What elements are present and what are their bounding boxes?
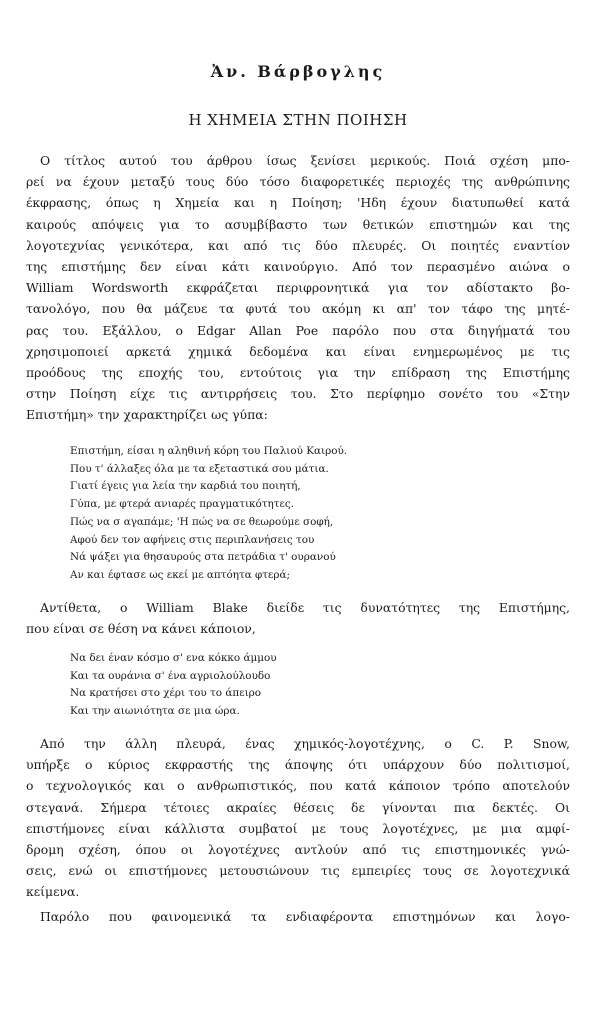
text-line: υπήρξε ο κύριος εκφραστής της άποψης ότι υπάρχουν δύο πολιτισμοί, [26, 757, 570, 773]
text-line: Αντίθετα, ο William Blake διείδε τις δυνατότητες της Επιστήμης, [40, 600, 570, 615]
text-line: Παρόλο που φαινομενικά τα ενδιαφέροντα επιστημόνων και λογο- [40, 909, 570, 924]
text-line: στην Ποίηση είχε τις αντιρρήσεις του. Στο περίφημο σονέτο του «Στην [26, 386, 570, 402]
paragraph-blake [26, 597, 570, 639]
verse-line: Και τα ουράνια σ' ένα αγριολούλουδο [70, 669, 271, 682]
verse-line: Γιατί έγεις για λεία την καρδιά του ποιητή, [70, 480, 301, 493]
text-line: Ο τίτλος αυτού του άρθρου ίσως ξενίσει μερικούς. Ποιά σχέση μπο- [40, 153, 570, 168]
text-line: σεις, ενώ οι επιστήμονες μετουσιώνουν τις εμπειρίες τους σε λογοτεχνικά [26, 863, 570, 879]
verse-line: Αφού δεν τον αφήνεις στις περιπλανήσεις του [70, 533, 315, 546]
text-line: ρας του. Εξάλλου, ο Edgar Allan Poe παρόλο που στα διηγήματά του [26, 322, 570, 338]
text-line: επιστήμονες είναι κάλλιστα συμβατοί με τους λογοτέχνες, με μια αμφί- [26, 820, 570, 836]
text-line: έκφρασης, όπως η Χημεία και η Ποίηση; 'Ηδη έχουν διατυπωθεί κατά [26, 195, 570, 211]
paragraph-snow [26, 733, 570, 903]
text-line: χρησιμοποιεί αρκετά χημικά δεδομένα και είναι ενημερωμένος με τις [26, 343, 570, 359]
verse-line: Να κρατήσει στο χέρι του το άπειρο [70, 687, 262, 700]
verse-line: Και την αιωνιότητα σε μια ώρα. [70, 705, 240, 718]
verse-line: Επιστήμη, είσαι η αληθινή κόρη του Παλιού Καιρού. [70, 445, 348, 457]
text-line: κείμενα. [26, 884, 80, 900]
paragraph-intro [26, 150, 570, 426]
text-line: William Wordsworth εκφράζεται περιφρονητικά για τον αδίστακτο βο- [26, 280, 570, 296]
verse-line: Που τ' άλλαξες όλα με τα εξεταστικά σου μάτια. [70, 462, 329, 475]
paragraph-closing [26, 906, 570, 927]
text-line: καιρούς απόψεις για το ασυμβίβαστο των θετικών επιστημών και της [26, 216, 570, 232]
article-title: Η ΧΗΜΕΙΑ ΣΤΗΝ ΠΟΙΗΣΗ [188, 111, 408, 129]
verse-line: Αν και έφτασε ως εκεί με απτόητα φτερά; [70, 568, 291, 581]
text-line: στεγανά. Σήμερα τέτοιες ακραίες θέσεις δε γίνονται πια δεκτές. Οι [26, 799, 570, 815]
text-line: που είναι σε θέση να κάνει κάποιον, [26, 621, 256, 637]
verse-line: Πώς να σ αγαπάμε; 'Η πώς να σε θεωρούμε σοφή, [70, 515, 334, 528]
text-line: τανολόγο, που θα μάζευε τα φυτά του ακόμη κι απ' τον τάφο της μητέ- [26, 301, 570, 317]
text-line: Από την άλλη πλευρά, ένας χημικός-λογοτέχνης, ο C. P. Snow, [40, 736, 570, 751]
verse-line: Γύπα, με φτερά ανιαρές πραγματικότητες. [70, 498, 295, 511]
verse-poe [70, 443, 530, 585]
text-line: ο τεχνολογικός και ο ανθρωπιστικός, που κατά κάποιον τρόπο αποτελούν [26, 778, 570, 794]
text-line: της επιστήμης δεν είναι κάτι καινούργιο. Από τον περασμένο αιώνα ο [26, 259, 570, 275]
text-line: δρομη σχέση, όπου οι λογοτέχνες αντλούν από τις επιστημονικές γνώ- [26, 842, 570, 858]
verse-line: Να δει έναν κόσμο σ' ενα κόκκο άμμου [70, 652, 277, 664]
text-line: προόδους της εποχής του, εντούτοις για την επίδραση της Επιστήμης [26, 365, 570, 381]
text-line: Επιστήμη» την χαρακτηρίζει ως γύπα: [26, 407, 268, 423]
verse-line: Νά ψάξει για θησαυρούς στα πετράδια τ' ουρανού [70, 551, 336, 564]
text-line: ρεί να έχουν μεταξύ τους δύο τόσο διαφορετικές περιοχές της ανθρώπινης [26, 174, 570, 190]
text-line: λογοτεχνίας γενικότερα, και από τις δύο πλευρές. Οι ποιητές εναντίον [26, 237, 570, 253]
verse-blake [70, 650, 530, 721]
author-name: Ἀν. Βάρβογλης [210, 62, 386, 81]
